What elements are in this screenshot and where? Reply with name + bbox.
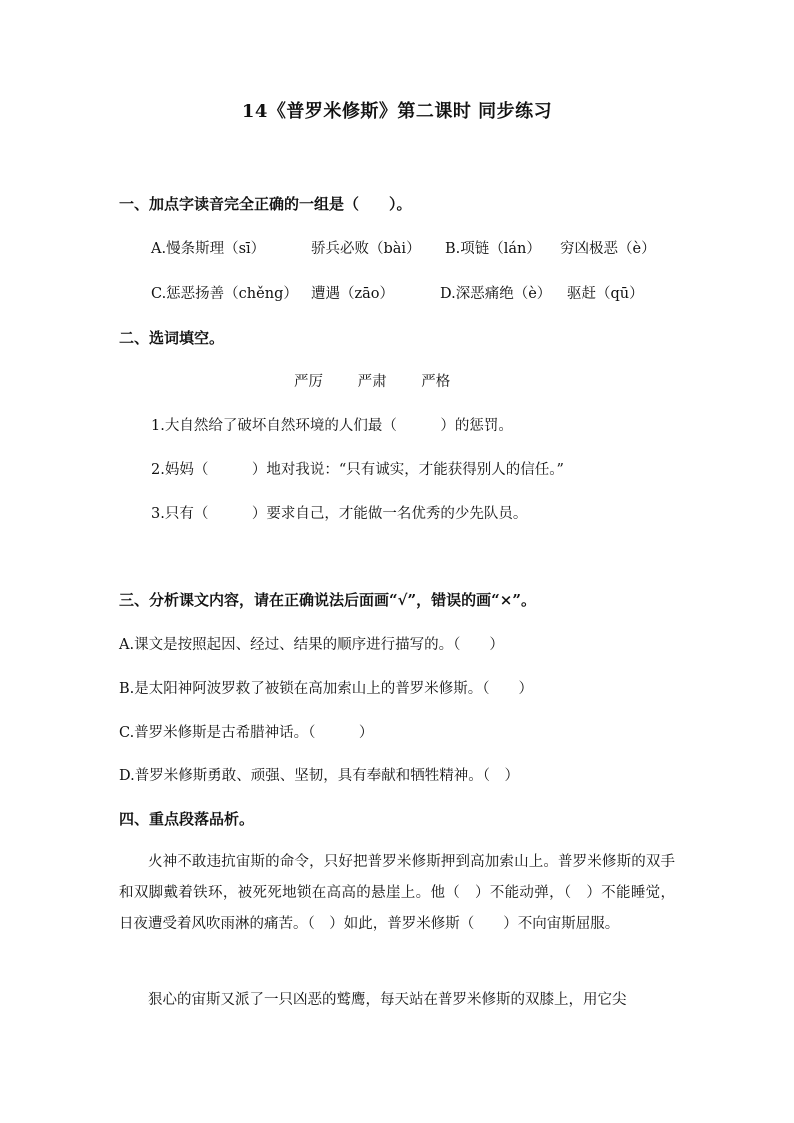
q3-statement-a: A.课文是按照起因、经过、结果的顺序进行描写的。（ ）	[119, 637, 504, 653]
passage-paragraph-2: 狠心的宙斯又派了一只凶恶的鹫鹰，每天站在普罗米修斯的双膝上，用它尖	[148, 992, 627, 1008]
q1-option-c2: 遭遇（zāo）	[311, 286, 395, 302]
q1-option-c1: C.惩恶扬善（chěng）	[151, 286, 298, 302]
q1-option-a2: 骄兵必败（bài）	[311, 241, 421, 257]
q1-option-b2: 穷凶极恶（è）	[560, 241, 656, 257]
q2-word-bank	[294, 370, 480, 391]
q2-sentence-1: 1.大自然给了破坏自然环境的人们最（ ）的惩罚。	[151, 418, 513, 434]
q3-statement-b: B.是太阳神阿波罗救了被锁在高加索山上的普罗米修斯。（ ）	[119, 681, 534, 697]
word-option: 严厉	[294, 374, 323, 390]
q3-heading: 三、分析课文内容，请在正确说法后面画“√”，错误的画“×”。	[119, 591, 536, 609]
q1-option-b1: B.项链（lán）	[445, 241, 541, 257]
word-option: 严格	[421, 374, 451, 390]
q1-option-d1: D.深恶痛绝（è）	[440, 286, 552, 302]
q3-statement-c: C.普罗米修斯是古希腊神话。（ ）	[119, 725, 374, 741]
word-option: 严肃	[357, 374, 387, 390]
page-title: 14《普罗米修斯》第二课时 同步练习	[241, 101, 553, 122]
q1-heading: 一、加点字读音完全正确的一组是（ ）。	[119, 195, 412, 213]
q3-statement-d: D.普罗米修斯勇敢、顽强、坚韧，具有奉献和牺牲精神。（ ）	[119, 768, 519, 784]
q2-sentence-3: 3.只有（ ）要求自己，才能做一名优秀的少先队员。	[151, 506, 528, 522]
q2-heading: 二、选词填空。	[119, 329, 225, 347]
q1-option-a1: A.慢条斯理（sī）	[151, 241, 266, 257]
q2-sentence-2: 2.妈妈（ ）地对我说：“只有诚实，才能获得别人的信任。”	[151, 462, 564, 478]
q1-option-d2: 驱赶（qū）	[567, 286, 644, 302]
q4-heading: 四、重点段落品析。	[119, 810, 255, 828]
passage-paragraph-1: 火神不敢违抗宙斯的命令，只好把普罗米修斯押到高加索山上。普罗米修斯的双手和双脚戴着铁环，被死死地锁在高高的悬崖上。他（ ）不能动弹，（ ）不能睡觉，日夜遭受着风吹雨淋的痛苦。（ ）如此，普罗米修斯（ ）不向宙斯屈服。	[119, 854, 675, 932]
